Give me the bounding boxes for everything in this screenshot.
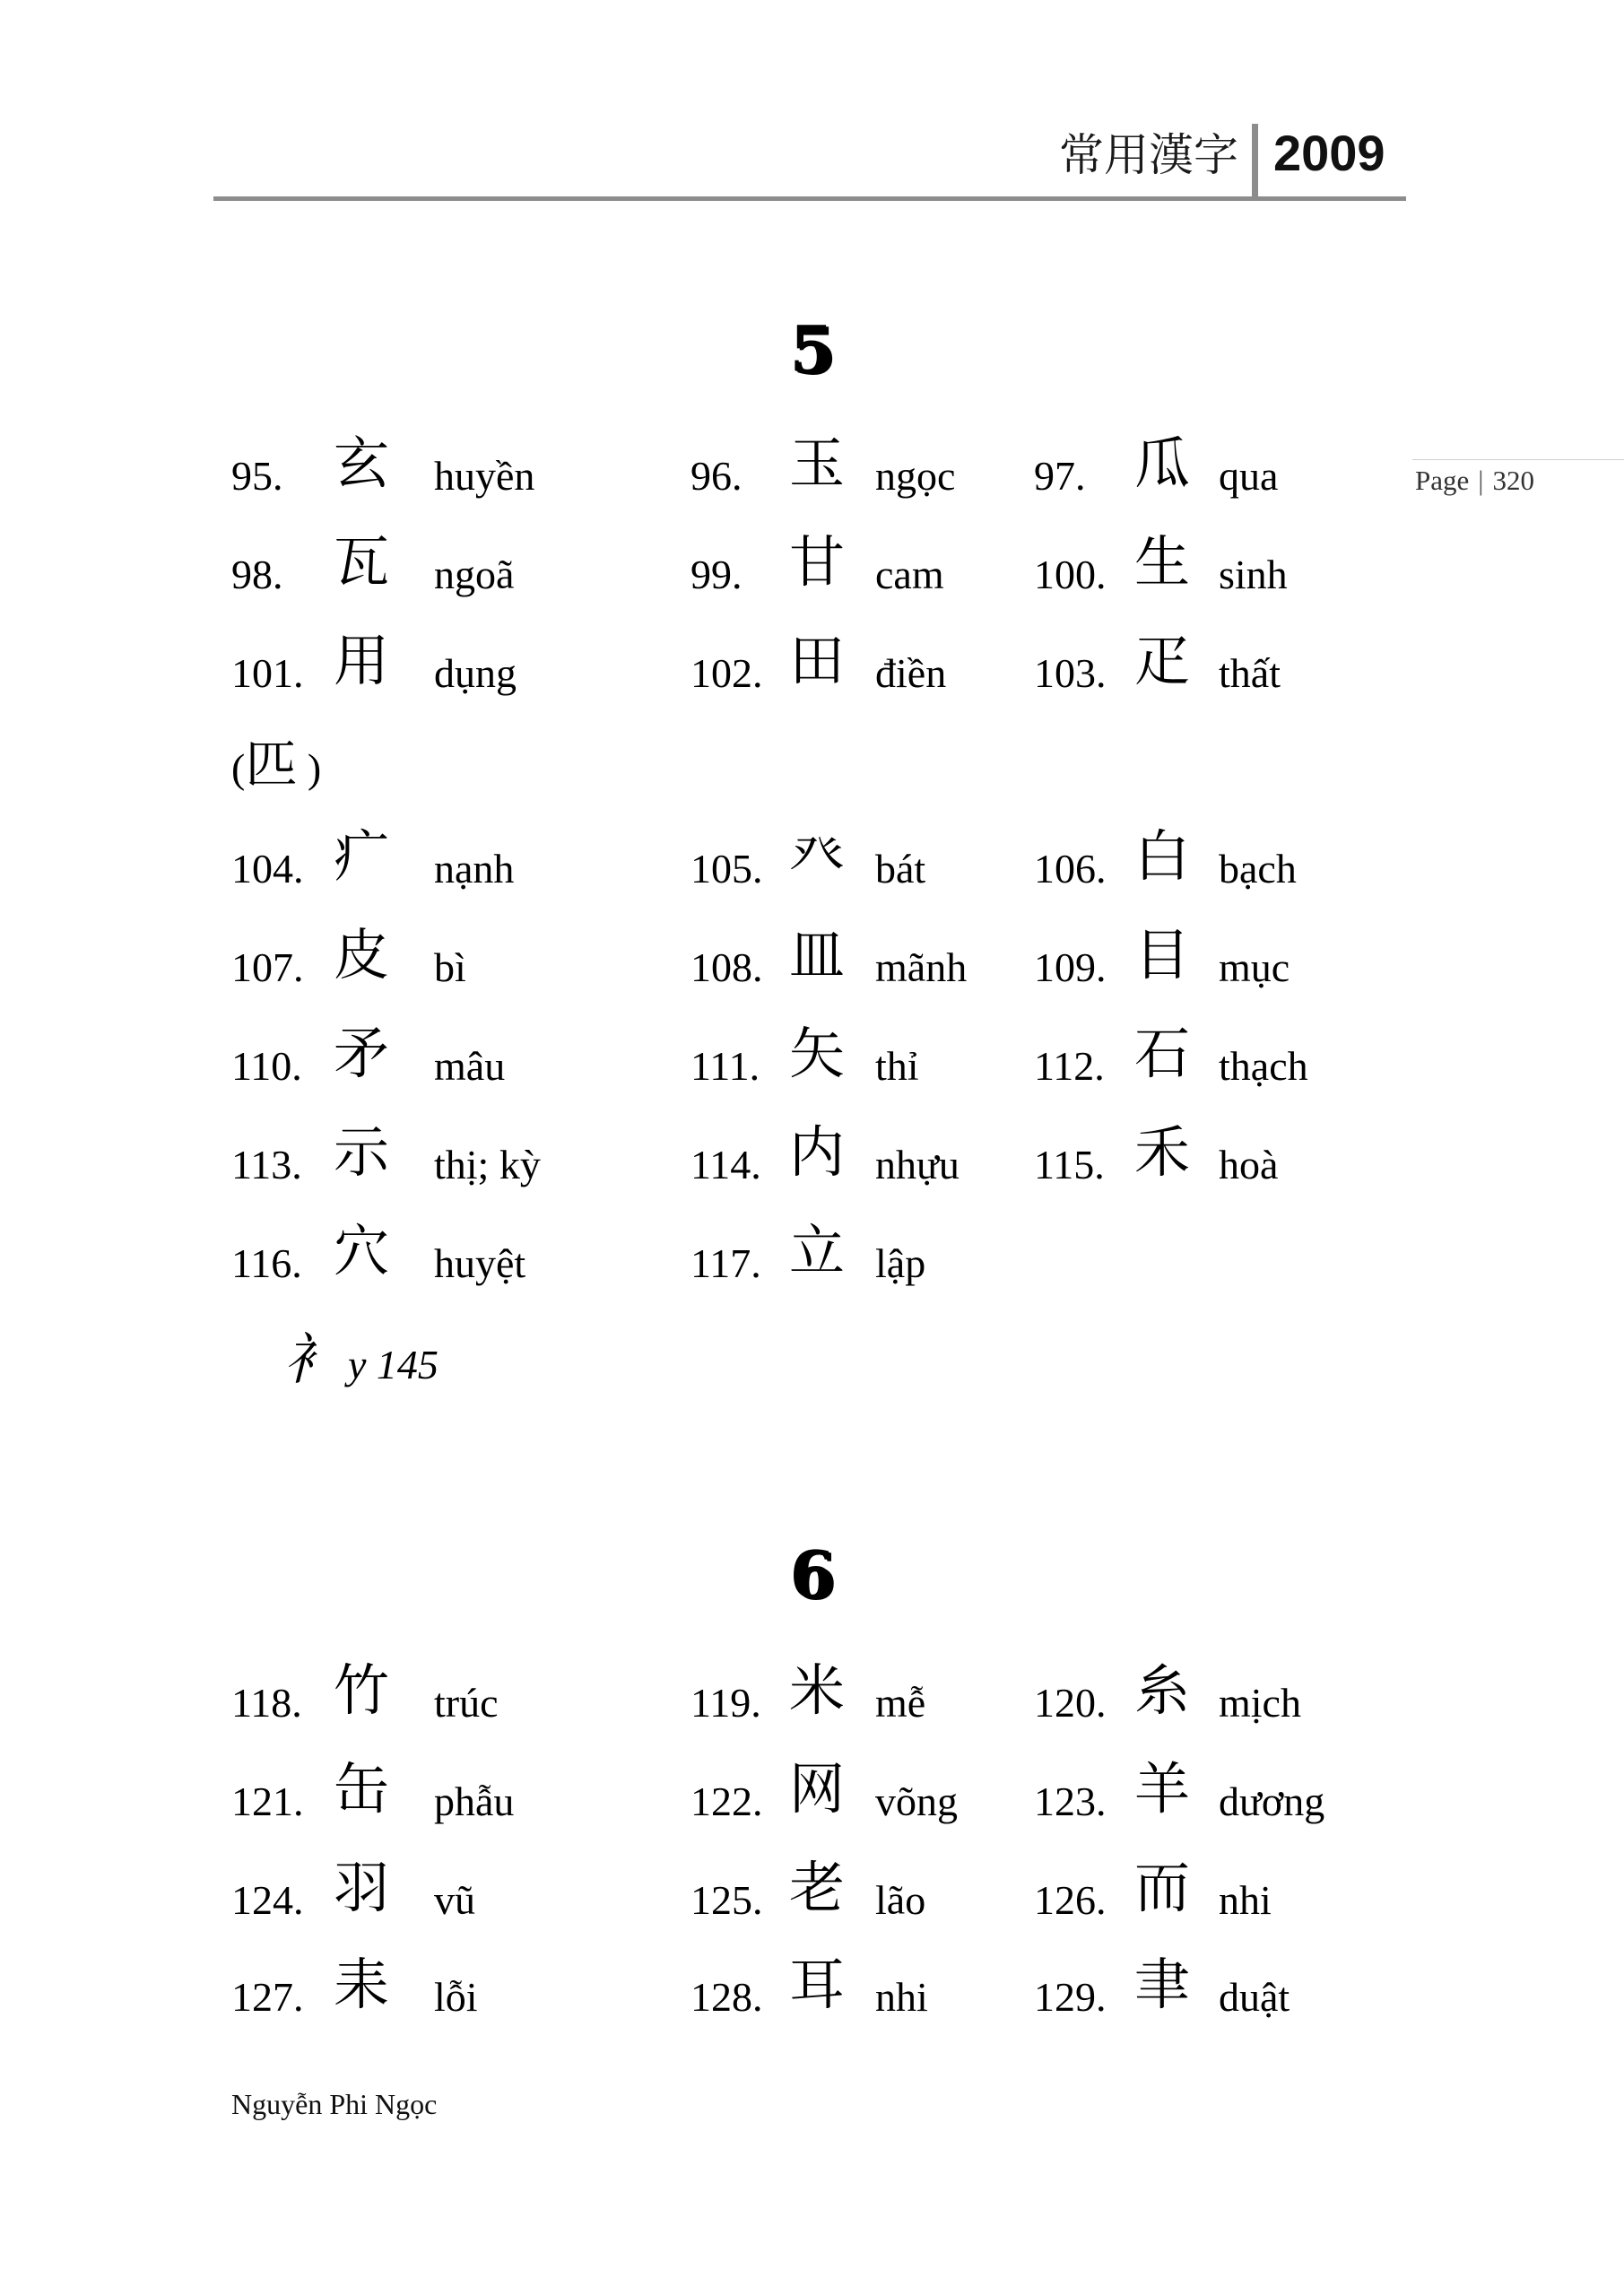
entry-reading: mục [1219,944,1290,990]
entry-character: 生 [1134,529,1191,595]
entry-character: 瓦 [334,529,390,595]
entry-reading: trúc [434,1680,499,1726]
header-title: 常用漢字 [1059,129,1238,181]
page-number-value: 320 [1492,465,1534,496]
entry-number: 100. [1034,552,1107,597]
entry-number: 101. [231,650,304,696]
entry-character: 聿 [1134,1952,1191,2017]
entry-character: 米 [789,1657,846,1723]
entry-reading: nhi [875,1974,928,2020]
entry-character: 癶 [789,823,846,889]
entry-number: 123. [1034,1779,1107,1824]
page-number-rule [1412,459,1624,460]
entry-reading: mâu [434,1043,506,1089]
entry-character: 疒 [334,823,390,889]
entry-character: 用 [334,628,390,693]
entry-character: 竹 [334,1657,390,1723]
cross-reference-text: y 145 [348,1342,439,1387]
entry-reading: duật [1219,1974,1290,2020]
entry-number: 122. [690,1779,763,1824]
entry-number: 116. [231,1240,302,1286]
entry-number: 104. [231,846,304,891]
page-number [1415,463,1534,499]
entry-number: 102. [690,650,763,696]
section-heading-5: 5 [789,311,835,387]
entry-number: 103. [1034,650,1107,696]
entry-character: 网 [789,1756,846,1822]
entry-number: 107. [231,944,304,990]
paren-close: ) [297,745,322,791]
entry-number: 119. [690,1680,761,1726]
entry-reading: qua [1219,453,1279,499]
entry-character: 疋 [1134,628,1191,693]
entry-reading: bì [434,944,466,990]
entry-number: 120. [1034,1680,1107,1726]
entry-character: 耒 [334,1952,390,2017]
entry-number: 126. [1034,1877,1107,1923]
entry-character: 羽 [334,1855,390,1920]
entry-character: 糸 [1134,1657,1191,1723]
section-heading-6: 6 [789,1536,835,1613]
entry-reading: thất [1219,650,1281,696]
header-rule [213,196,1406,201]
entry-number: 121. [231,1779,304,1824]
entry-character: 禾 [1134,1119,1191,1185]
entry-reading: nhựu [875,1142,960,1187]
header-divider [1252,124,1258,201]
header-year: 2009 [1273,125,1385,181]
entry-character: 羊 [1134,1756,1191,1822]
entry-number: 118. [231,1680,302,1726]
entry-character: 瓜 [1134,430,1191,496]
entry-reading: mịch [1219,1680,1301,1726]
entry-reading: bát [875,846,926,891]
entry-character: 田 [789,628,846,693]
entry-reading: lập [875,1240,926,1286]
entry-number: 109. [1034,944,1107,990]
entry-reading: huyền [434,453,535,499]
entry-number: 105. [690,846,763,891]
entry-reading: mễ [875,1680,926,1726]
entry-reading: bạch [1219,846,1297,891]
cross-reference-character: 衤 [283,1326,340,1392]
entry-reading: huyệt [434,1240,526,1286]
entry-number: 124. [231,1877,304,1923]
page-separator: | [1478,465,1484,496]
entry-number: 99. [690,552,743,597]
entry-character: 皮 [334,922,390,987]
entry-character: 矢 [789,1021,846,1086]
entry-number: 129. [1034,1974,1107,2020]
entry-reading: thạch [1219,1043,1308,1089]
author-name: Nguyễn Phi Ngọc [231,2088,438,2120]
entry-character: 皿 [789,922,846,987]
entry-number: 113. [231,1142,302,1187]
page-label: Page [1415,465,1470,496]
entry-character: 穴 [334,1218,390,1283]
entry-reading: sinh [1219,552,1288,597]
entry-number: 125. [690,1877,763,1923]
entry-character: 内 [789,1119,846,1185]
cross-reference-note [283,1315,439,1395]
entry-character: 示 [334,1119,390,1185]
entry-reading: thỉ [875,1043,919,1089]
entry-character: 缶 [334,1756,390,1822]
variant-character-note [231,728,321,804]
entry-number: 108. [690,944,763,990]
entry-character: 立 [789,1218,846,1283]
entry-character: 耳 [789,1952,846,2017]
entry-reading: dụng [434,650,517,696]
entry-number: 111. [690,1043,760,1089]
entry-reading: thị; kỳ [434,1142,541,1187]
entry-reading: nạnh [434,846,515,891]
entry-number: 115. [1034,1142,1105,1187]
entry-reading: điền [875,650,947,696]
entry-reading: lão [875,1877,926,1923]
entry-reading: võng [875,1779,958,1824]
entry-number: 128. [690,1974,763,2020]
paren-open: ( [231,745,246,791]
entry-character: 目 [1134,922,1191,987]
entry-number: 112. [1034,1043,1105,1089]
variant-character: 匹 [245,734,298,795]
entry-reading: vũ [434,1877,475,1923]
entry-character: 老 [789,1855,846,1920]
entry-reading: mãnh [875,944,968,990]
entry-number: 97. [1034,453,1086,499]
entry-reading: cam [875,552,944,597]
entry-reading: nhi [1219,1877,1272,1923]
entry-number: 96. [690,453,743,499]
entry-reading: ngọc [875,453,956,499]
entry-character: 甘 [789,529,846,595]
entry-character: 玉 [789,430,846,496]
entry-character: 白 [1134,823,1191,889]
entry-reading: hoà [1219,1142,1279,1187]
entry-character: 矛 [334,1021,390,1086]
entry-reading: lỗi [434,1974,478,2020]
entry-number: 106. [1034,846,1107,891]
entry-number: 98. [231,552,283,597]
entry-number: 127. [231,1974,304,2020]
entry-number: 117. [690,1240,761,1286]
entry-number: 95. [231,453,283,499]
entry-character: 玄 [334,430,390,496]
entry-character: 石 [1134,1021,1191,1086]
entry-number: 114. [690,1142,761,1187]
entry-reading: phẫu [434,1779,515,1824]
entry-reading: ngoã [434,552,515,597]
entry-number: 110. [231,1043,302,1089]
entry-reading: dương [1219,1779,1325,1824]
entry-character: 而 [1134,1855,1191,1920]
